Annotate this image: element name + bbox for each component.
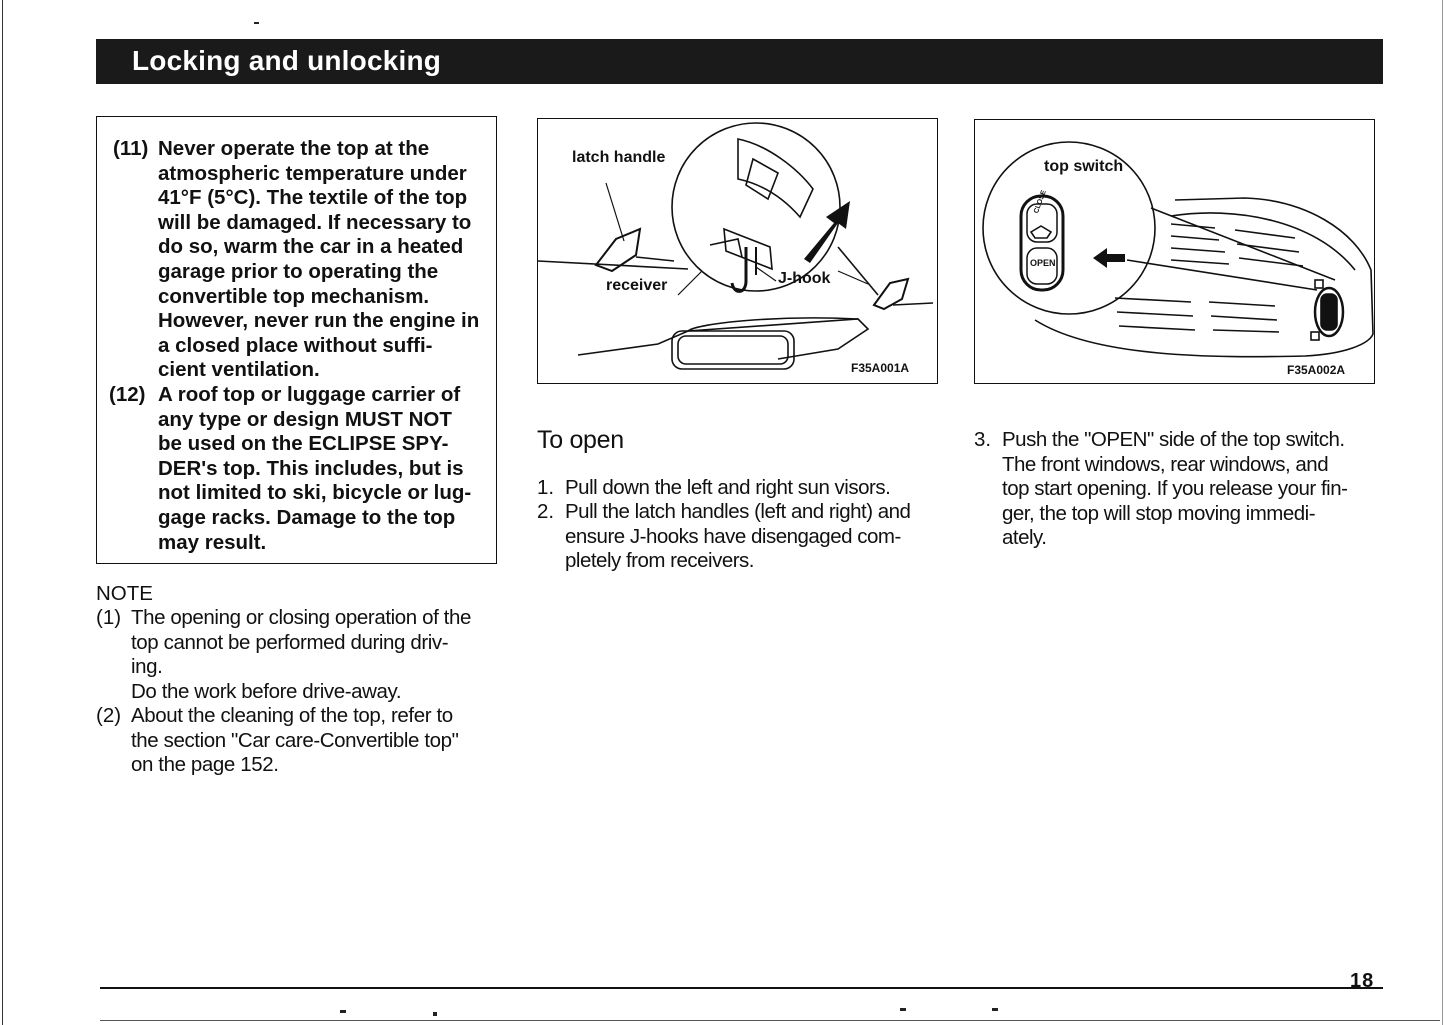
label-latch-handle: latch handle — [572, 149, 666, 166]
text-line: However, never run the engine in — [158, 309, 480, 333]
text-line: Pull the latch handles (left and right) and — [565, 500, 911, 523]
text-line: DER's top. This includes, but is — [158, 456, 464, 480]
warning-item-number: (12) — [109, 383, 146, 406]
text-line: be used on the ECLIPSE SPY- — [158, 432, 449, 456]
text-line: atmospheric temperature under — [158, 161, 467, 185]
label-j-hook: J-hook — [778, 270, 831, 287]
text-line: Do the work before drive-away. — [131, 679, 402, 703]
text-line: ing. — [131, 655, 163, 679]
text-line: The front windows, rear windows, and — [1002, 452, 1329, 476]
text-line: will be damaged. If necessary to — [158, 210, 472, 234]
text-line: do so, warm the car in a heated — [158, 235, 464, 259]
step-number: 3. — [974, 428, 992, 451]
figure-latch-handle — [537, 118, 938, 384]
text-line: top start opening. If you release your fin- — [1002, 477, 1348, 501]
text-line: Never operate the top at the — [158, 137, 430, 160]
warning-item-number: (11) — [113, 137, 149, 160]
text-line: Push the "OPEN" side of the top switch. — [1002, 428, 1345, 451]
note-heading: NOTE — [96, 582, 153, 605]
label-close: CLOSE — [1033, 189, 1048, 215]
text-line: 41°F (5°C). The textile of the top — [158, 186, 468, 210]
section-title-to-open: To open — [537, 426, 624, 454]
text-line: not limited to ski, bicycle or lug- — [158, 481, 472, 505]
text-line: convertible top mechanism. — [158, 284, 430, 308]
text-line: any type or design MUST NOT — [158, 407, 452, 431]
figure-top-switch — [974, 119, 1375, 384]
bottom-edge-rule — [100, 1020, 1440, 1021]
top-switch-illustration — [975, 120, 1376, 385]
text-line: cient ventilation. — [158, 358, 320, 382]
page-title: Locking and unlocking — [132, 45, 442, 76]
step-number: 1. — [537, 476, 555, 499]
label-top-switch: top switch — [1044, 158, 1124, 175]
text-line: top cannot be performed during driv- — [131, 630, 449, 654]
text-line: ensure J-hooks have disengaged com- — [565, 524, 901, 548]
scan-mark — [340, 1010, 346, 1013]
text-line: About the cleaning of the top, refer to — [131, 704, 453, 727]
text-line: The opening or closing operation of the — [131, 606, 471, 629]
section-header-bar — [96, 39, 1383, 84]
scan-mark — [254, 22, 259, 24]
text-line: A roof top or luggage carrier of — [158, 383, 461, 406]
scan-mark — [900, 1008, 906, 1011]
scan-mark — [433, 1012, 437, 1016]
text-line: on the page 152. — [131, 753, 279, 777]
text-line: pletely from receivers. — [565, 549, 755, 573]
text-line: the section "Car care-Convertible top" — [131, 728, 459, 752]
note-item-number: (1) — [96, 606, 122, 629]
label-receiver: receiver — [606, 277, 668, 294]
text-line: garage prior to operating the — [158, 260, 439, 283]
label-open: OPEN — [1030, 258, 1056, 268]
text-line: ately. — [1002, 526, 1047, 550]
page-edge-left — [2, 0, 3, 1025]
step-number: 2. — [537, 500, 555, 523]
text-line: Pull down the left and right sun visors. — [565, 476, 891, 499]
text-line: may result. — [158, 530, 267, 554]
footer-rule — [100, 987, 1383, 989]
note-item-number: (2) — [96, 704, 122, 727]
figure-code: F35A001A — [851, 361, 910, 375]
text-line: a closed place without suffi- — [158, 333, 433, 357]
text-line: ger, the top will stop moving immedi- — [1002, 501, 1316, 525]
page-number: 18 — [1350, 970, 1375, 992]
page-edge-right — [1442, 0, 1443, 1025]
scan-mark — [992, 1008, 998, 1011]
figure-code: F35A002A — [1287, 363, 1346, 377]
text-line: gage racks. Damage to the top — [158, 506, 456, 529]
